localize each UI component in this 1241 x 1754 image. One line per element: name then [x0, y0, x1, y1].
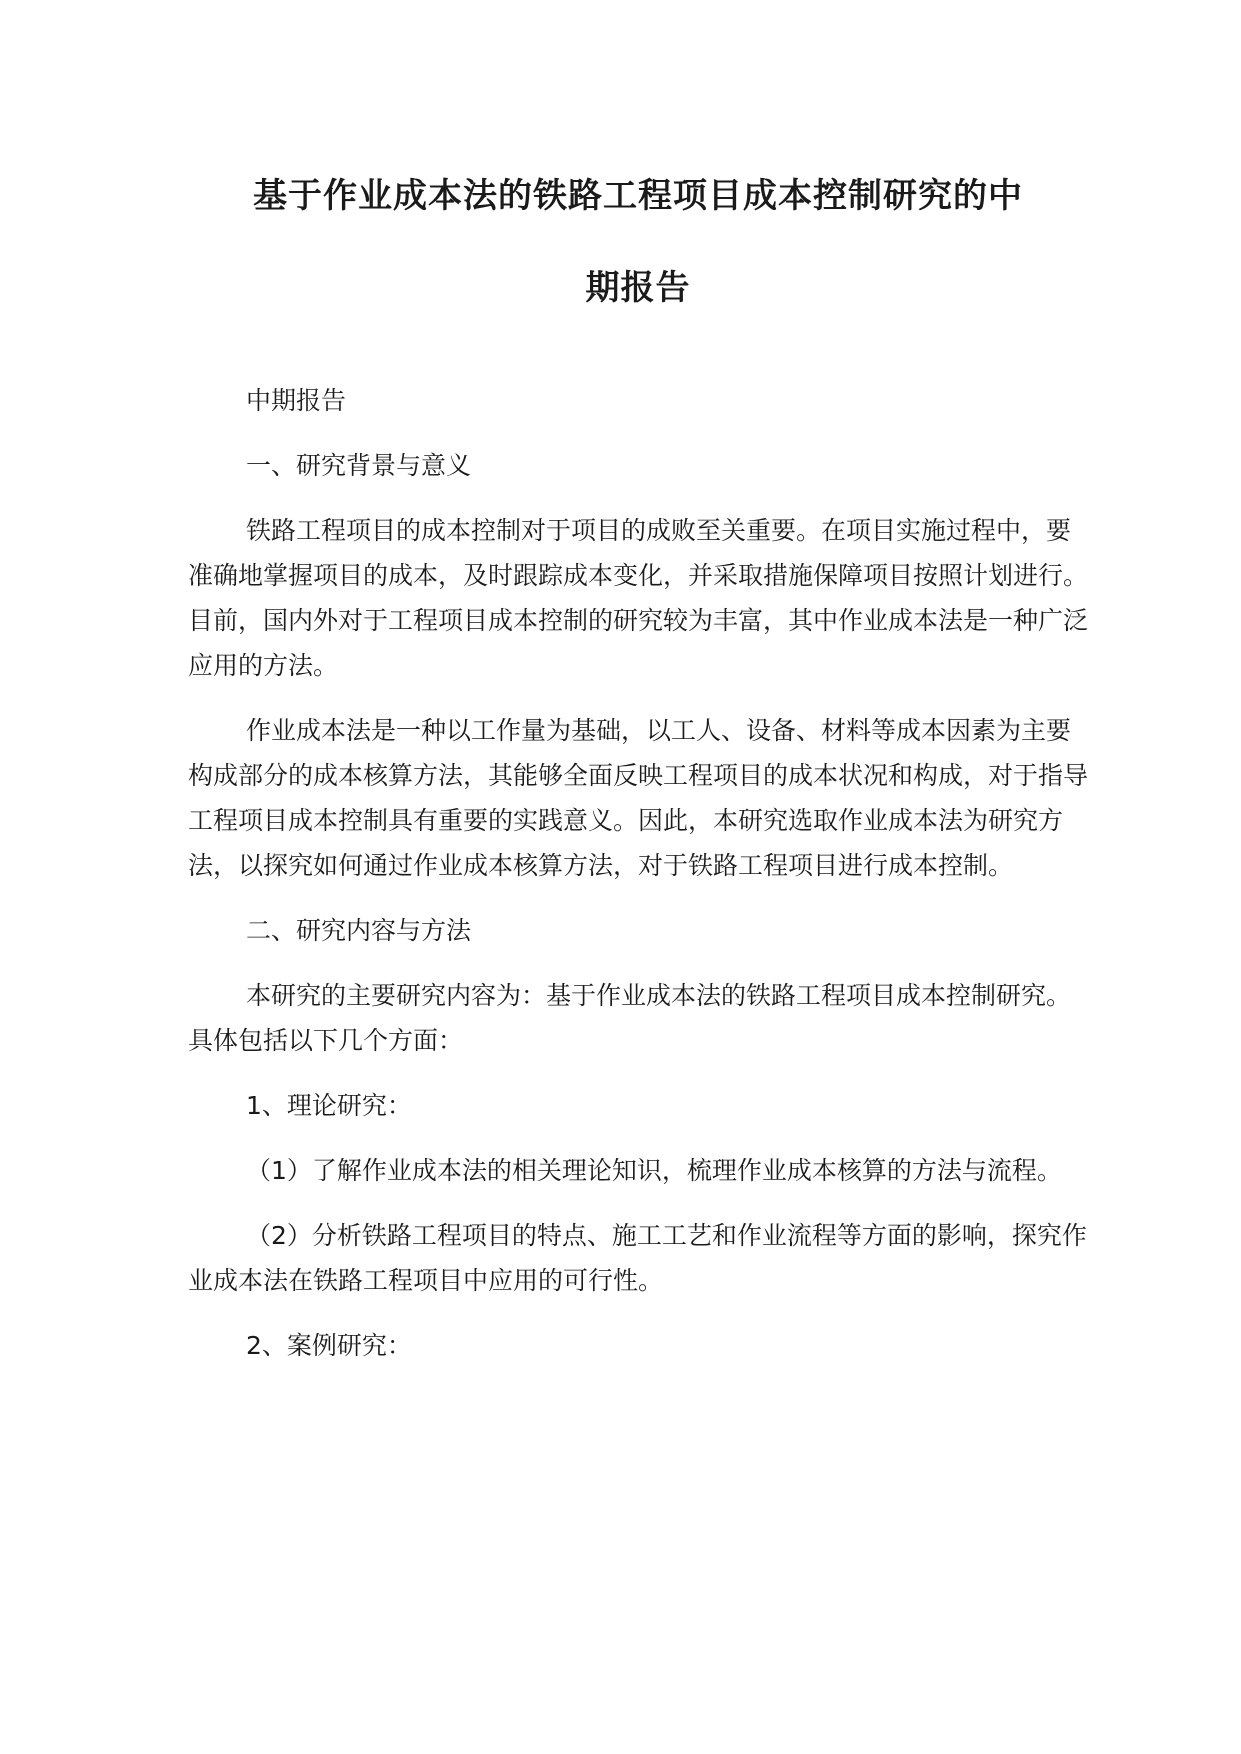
section-1-paragraph-1: 铁路工程项目的成本控制对于项目的成败至关重要。在项目实施过程中，要准确地掌握项目的成本，及时跟踪成本变化，并采取措施保障项目按照计划进行。目前，国内外对于工程项目成本控制的研究较为丰富，其中作业成本法是一种广泛应用的方法。: [188, 516, 1089, 680]
section-1-paragraph-2: 作业成本法是一种以工作量为基础，以工人、设备、材料等成本因素为主要构成部分的成本核算方法，其能够全面反映工程项目的成本状况和构成，对于指导工程项目成本控制具有重要的实践意义。因此，本研究选取作业成本法为研究方法，以探究如何通过作业成本核算方法，对于铁路工程项目进行成本控制。: [188, 716, 1089, 880]
item-1-subitem-2: （2）分析铁路工程项目的特点、施工工艺和作业流程等方面的影响，探究作业成本法在铁路工程项目中应用的可行性。: [188, 1221, 1087, 1295]
document-page: [188, 150, 1088, 1388]
title-line-2: 期报告: [585, 268, 691, 308]
subtitle: 中期报告: [246, 386, 347, 415]
item-1-subitem-1: （1）了解作业成本法的相关理论知识，梳理作业成本核算的方法与流程。: [246, 1156, 1062, 1185]
document-title: [188, 150, 1088, 334]
document-body: [188, 378, 1088, 1368]
section-2-heading: 二、研究内容与方法: [246, 916, 472, 945]
item-1-heading: 1、理论研究：: [246, 1091, 412, 1120]
section-2-paragraph-1: 本研究的主要研究内容为：基于作业成本法的铁路工程项目成本控制研究。具体包括以下几个方面：: [188, 981, 1072, 1055]
title-line-1: 基于作业成本法的铁路工程项目成本控制研究的中: [253, 176, 1023, 216]
section-1-heading: 一、研究背景与意义: [246, 451, 472, 480]
item-2-heading: 2、案例研究：: [246, 1331, 412, 1360]
